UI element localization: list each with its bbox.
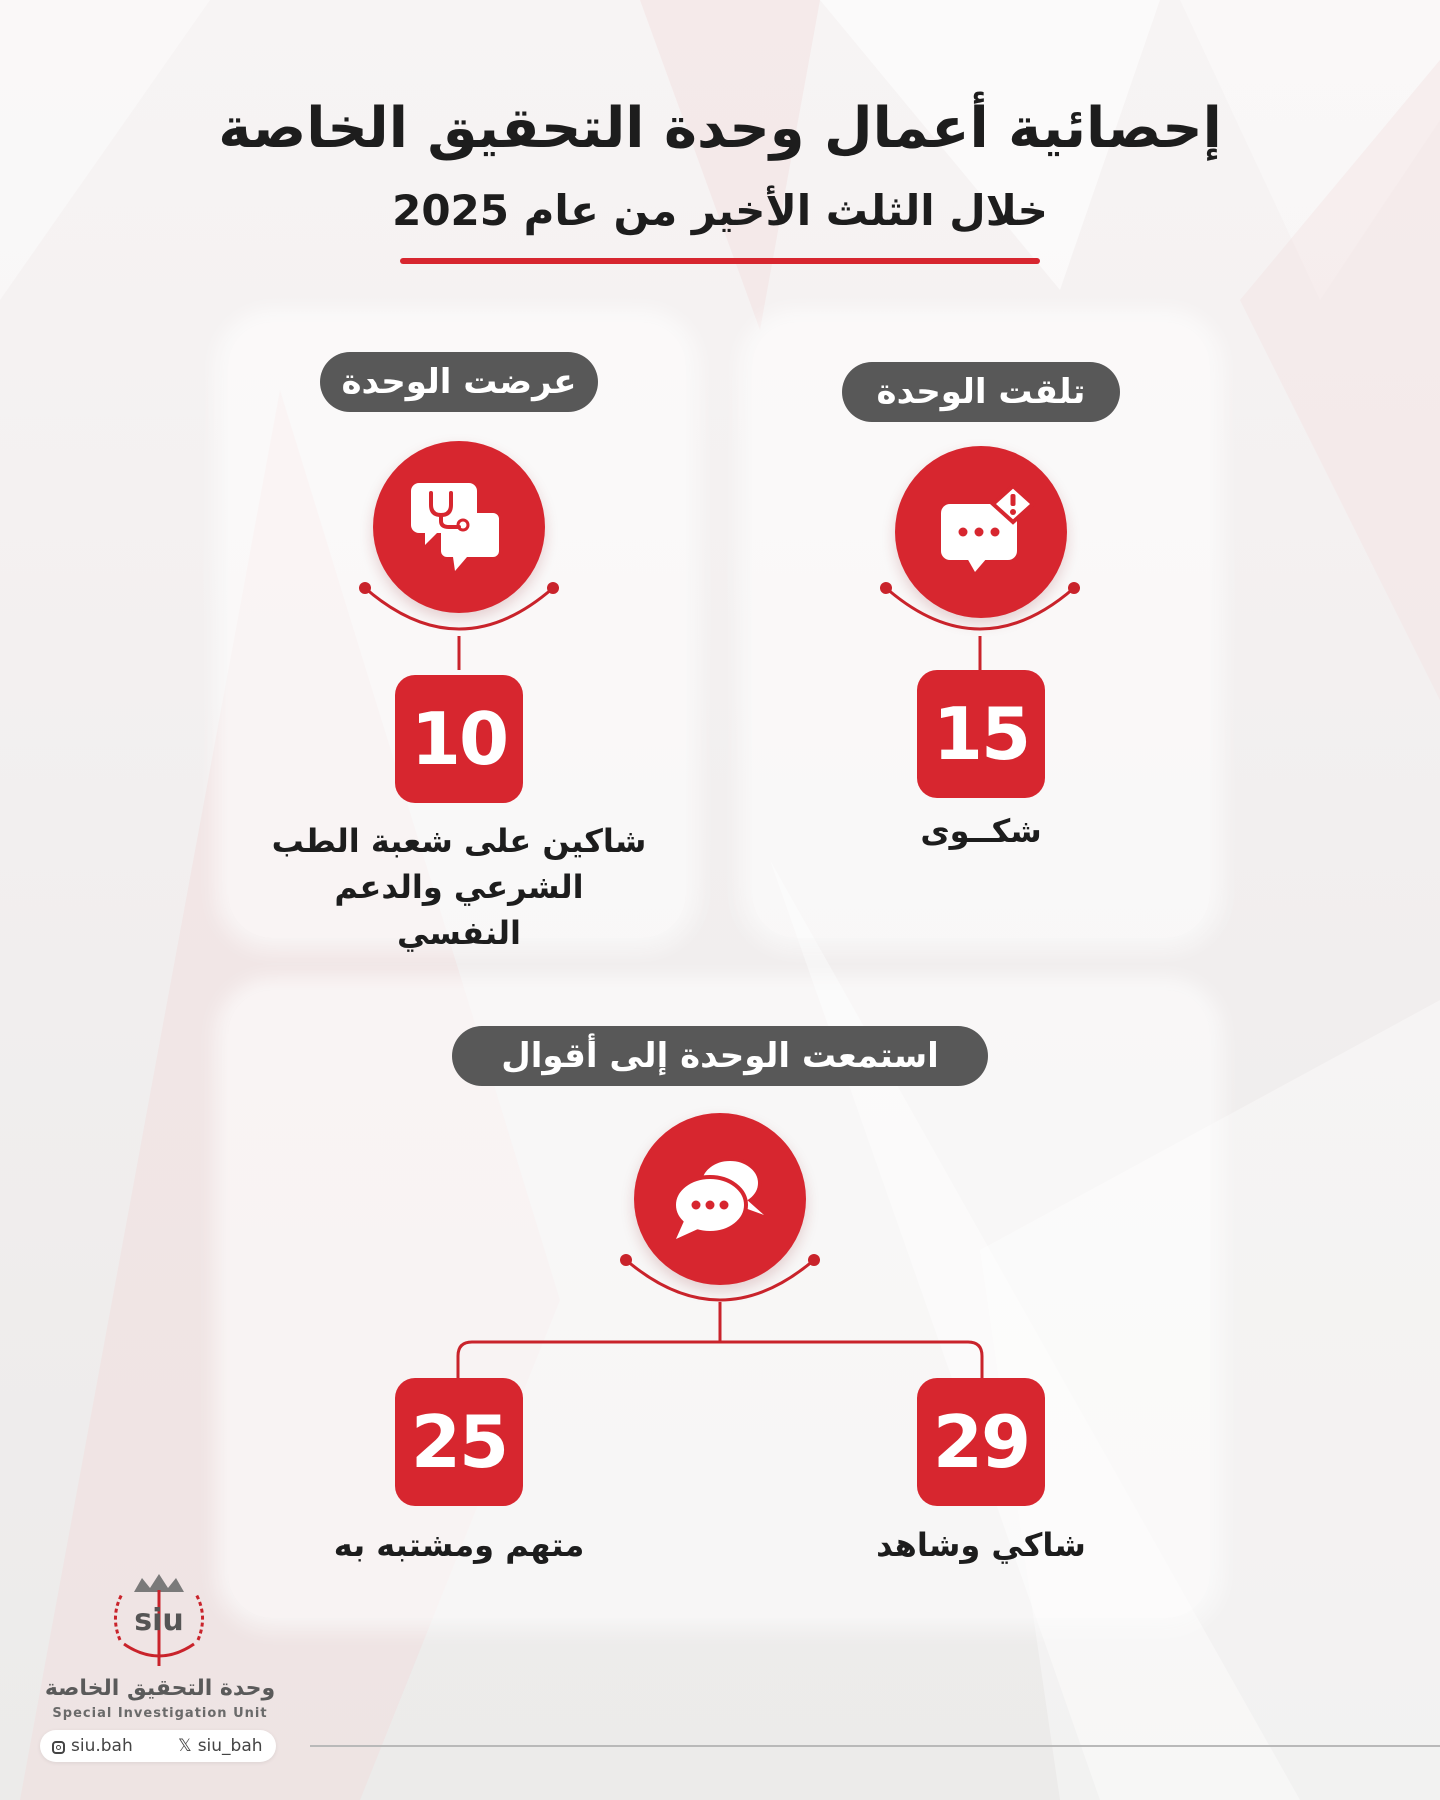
referrals-pill: عرضت الوحدة	[320, 352, 598, 412]
suspects-caption: متهم ومشتبه به	[333, 1526, 585, 1564]
referrals-connector	[359, 580, 559, 670]
x-icon: 𝕏	[178, 1736, 192, 1756]
instagram-handle: siu.bah	[71, 1736, 133, 1756]
complaints-pill: تلقت الوحدة	[842, 362, 1120, 422]
complaints-caption: شكــوى	[920, 812, 1042, 850]
referrals-caption-line1: شاكين على شعبة الطب	[271, 822, 647, 860]
x-link[interactable]	[178, 1730, 263, 1762]
footer-divider	[310, 1745, 1440, 1747]
instagram-icon	[52, 1741, 65, 1754]
statements-pill: استمعت الوحدة إلى أقوال	[452, 1026, 988, 1086]
complaints-connector	[880, 580, 1080, 670]
x-handle: siu_bah	[197, 1736, 263, 1756]
siu-logo	[104, 1570, 214, 1670]
page-subtitle: خلال الثلث الأخير من عام 2025	[392, 186, 1048, 235]
siu-logo-text: siu	[134, 1603, 184, 1638]
org-name-english: Special Investigation Unit	[52, 1706, 268, 1721]
title-underline	[400, 258, 1040, 264]
page-title: إحصائية أعمال وحدة التحقيق الخاصة	[218, 96, 1222, 161]
complaints-count: 15	[917, 670, 1045, 798]
referrals-caption-line2: الشرعي والدعم النفسي	[334, 868, 584, 952]
suspects-count: 25	[395, 1378, 523, 1506]
instagram-link[interactable]	[52, 1730, 133, 1762]
statements-connector	[450, 1250, 990, 1380]
social-handles	[40, 1730, 276, 1762]
witnesses-count: 29	[917, 1378, 1045, 1506]
org-name: وحدة التحقيق الخاصة	[44, 1676, 276, 1701]
witnesses-caption: شاكي وشاهد	[876, 1526, 1086, 1564]
referrals-count: 10	[395, 675, 523, 803]
